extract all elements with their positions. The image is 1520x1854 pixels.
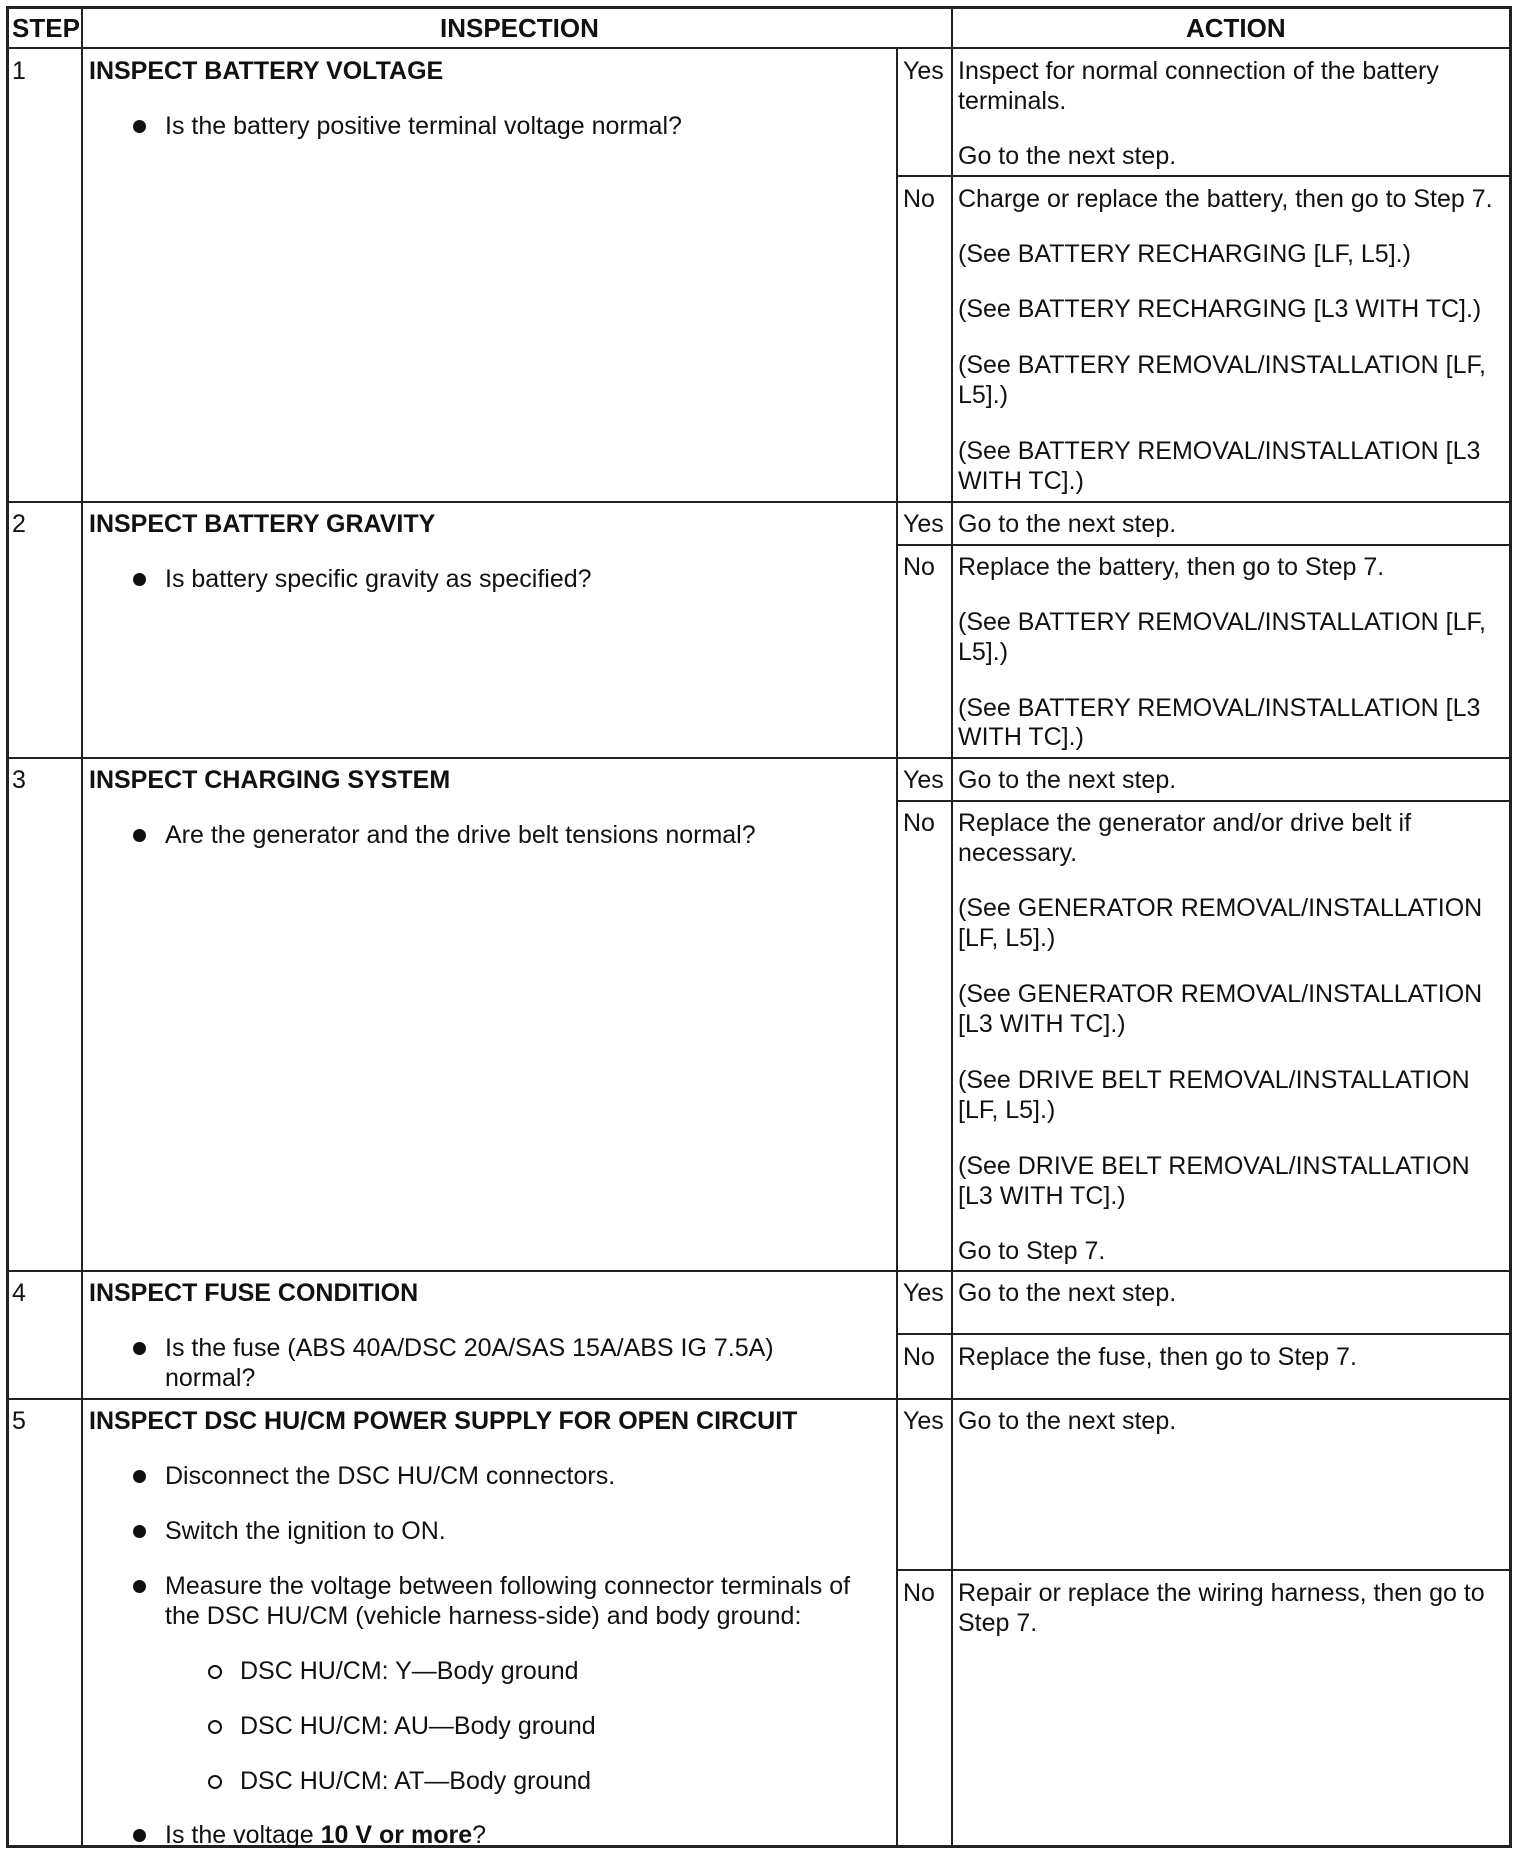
step-4-number: 4: [12, 1279, 26, 1307]
step-1-yes-line-2: terminals.: [958, 87, 1067, 115]
step-3-no-label: No: [903, 809, 935, 837]
step-1-number: 1: [12, 57, 26, 85]
step-5-no-line-2: Step 7.: [958, 1609, 1038, 1637]
bullet-icon: [133, 1525, 146, 1538]
step-1-no-line-7: WITH TC].): [958, 467, 1084, 495]
step-2-no-label: No: [903, 553, 935, 581]
header-inspection: INSPECTION: [440, 13, 599, 43]
step-2-yes-line-1: Go to the next step.: [958, 510, 1177, 538]
step-1-title: INSPECT BATTERY VOLTAGE: [89, 57, 444, 85]
step-5-number: 5: [12, 1407, 26, 1435]
bullet-icon: [133, 1580, 146, 1593]
step-2-title: INSPECT BATTERY GRAVITY: [89, 510, 436, 538]
step-2-no-line-2: (See BATTERY REMOVAL/INSTALLATION [LF,: [958, 608, 1486, 636]
step-5-no-label: No: [903, 1579, 935, 1607]
step-3-no-line-6: [L3 WITH TC].): [958, 1010, 1126, 1038]
step-5-number-cell: [9, 1400, 83, 1845]
step-5-subcheck-2: DSC HU/CM: AU—Body ground: [240, 1712, 596, 1740]
step-1-no-line-6: (See BATTERY REMOVAL/INSTALLATION [L3: [958, 437, 1481, 465]
step-3-yes-label: Yes: [903, 766, 944, 794]
step-5-check-4-post: ?: [472, 1821, 487, 1849]
step-5-subcheck-1: DSC HU/CM: Y—Body ground: [240, 1657, 579, 1685]
step-3-no-line-10: [L3 WITH TC].): [958, 1182, 1126, 1210]
step-3-no-line-3: (See GENERATOR REMOVAL/INSTALLATION: [958, 894, 1483, 922]
bullet-icon: [133, 1342, 146, 1355]
bullet-icon: [133, 573, 146, 586]
step-3-no-line-7: (See DRIVE BELT REMOVAL/INSTALLATION: [958, 1066, 1470, 1094]
step-3-no-line-4: [LF, L5].): [958, 924, 1056, 952]
header-step: STEP: [12, 13, 80, 43]
bullet-icon: [133, 1829, 146, 1842]
step-5-subcheck-3: DSC HU/CM: AT—Body ground: [240, 1767, 592, 1795]
step-4-no-label: No: [903, 1343, 935, 1371]
step-4-title: INSPECT FUSE CONDITION: [89, 1279, 419, 1307]
step-2-yes-label: Yes: [903, 510, 944, 538]
step-3-no-line-5: (See GENERATOR REMOVAL/INSTALLATION: [958, 980, 1483, 1008]
step-1-no-line-1: Charge or replace the battery, then go to Step 7.: [958, 185, 1493, 213]
step-1-no-line-2: (See BATTERY RECHARGING [LF, L5].): [958, 240, 1411, 268]
step-1-check-1: Is the battery positive terminal voltage normal?: [165, 112, 682, 140]
step-2-number: 2: [12, 510, 26, 538]
step-3-title: INSPECT CHARGING SYSTEM: [89, 766, 451, 794]
step-4-yes-label: Yes: [903, 1279, 944, 1307]
step-4-check-1: Is the fuse (ABS 40A/DSC 20A/SAS 15A/ABS IG 7.5A): [165, 1334, 774, 1362]
step-5-check-1: Disconnect the DSC HU/CM connectors.: [165, 1462, 616, 1490]
step-5-check-2: Switch the ignition to ON.: [165, 1517, 446, 1545]
step-1-yes-label: Yes: [903, 57, 944, 85]
step-1-no-line-5: L5].): [958, 381, 1009, 409]
step-1-no-label: No: [903, 185, 935, 213]
header-action: ACTION: [1186, 13, 1286, 43]
circle-bullet-icon: [208, 1720, 222, 1734]
step-5-title: INSPECT DSC HU/CM POWER SUPPLY FOR OPEN CIRCUIT: [89, 1407, 798, 1435]
step-1-no-label-cell: [898, 177, 953, 503]
step-5-no-label-cell: [898, 1571, 953, 1845]
step-1-yes-line-1: Inspect for normal connection of the battery: [958, 57, 1439, 85]
step-5-check-4-value: 10 V or more: [320, 1821, 473, 1849]
step-3-no-label-cell: [898, 802, 953, 1272]
step-1-yes-line-3: Go to the next step.: [958, 142, 1177, 170]
step-5-check-4-pre: Is the voltage: [165, 1821, 321, 1849]
step-3-no-line-9: (See DRIVE BELT REMOVAL/INSTALLATION: [958, 1152, 1470, 1180]
step-3-no-line-8: [LF, L5].): [958, 1096, 1056, 1124]
step-1-no-line-3: (See BATTERY RECHARGING [L3 WITH TC].): [958, 295, 1482, 323]
step-3-yes-line-1: Go to the next step.: [958, 766, 1177, 794]
step-4-no-line-1: Replace the fuse, then go to Step 7.: [958, 1343, 1357, 1371]
step-4-check-1-cont: normal?: [165, 1364, 256, 1392]
step-3-number-cell: [9, 759, 83, 1272]
circle-bullet-icon: [208, 1775, 222, 1789]
step-3-no-line-11: Go to Step 7.: [958, 1237, 1106, 1265]
step-5-check-4: [165, 1820, 486, 1850]
bullet-icon: [133, 1470, 146, 1483]
bullet-icon: [133, 120, 146, 133]
step-5-check-3: Measure the voltage between following connector terminals of: [165, 1572, 851, 1600]
step-5-check-3-cont: the DSC HU/CM (vehicle harness-side) and body ground:: [165, 1602, 802, 1630]
step-3-number: 3: [12, 766, 26, 794]
step-2-inspection-cell: [83, 503, 898, 759]
step-2-no-line-3: L5].): [958, 638, 1009, 666]
step-3-check-1: Are the generator and the drive belt tensions normal?: [165, 821, 756, 849]
step-2-number-cell: [9, 503, 83, 759]
step-2-no-line-4: (See BATTERY REMOVAL/INSTALLATION [L3: [958, 694, 1481, 722]
step-2-no-line-1: Replace the battery, then go to Step 7.: [958, 553, 1385, 581]
step-5-yes-line-1: Go to the next step.: [958, 1407, 1177, 1435]
step-1-number-cell: [9, 49, 83, 503]
step-2-check-1: Is battery specific gravity as specified?: [165, 565, 592, 593]
step-3-no-line-2: necessary.: [958, 839, 1078, 867]
step-5-no-line-1: Repair or replace the wiring harness, then go to: [958, 1579, 1485, 1607]
circle-bullet-icon: [208, 1665, 222, 1679]
bullet-icon: [133, 829, 146, 842]
step-2-no-line-5: WITH TC].): [958, 723, 1084, 751]
step-3-no-line-1: Replace the generator and/or drive belt if: [958, 809, 1412, 837]
step-4-yes-line-1: Go to the next step.: [958, 1279, 1177, 1307]
step-1-no-line-4: (See BATTERY REMOVAL/INSTALLATION [LF,: [958, 351, 1486, 379]
step-5-yes-label: Yes: [903, 1407, 944, 1435]
